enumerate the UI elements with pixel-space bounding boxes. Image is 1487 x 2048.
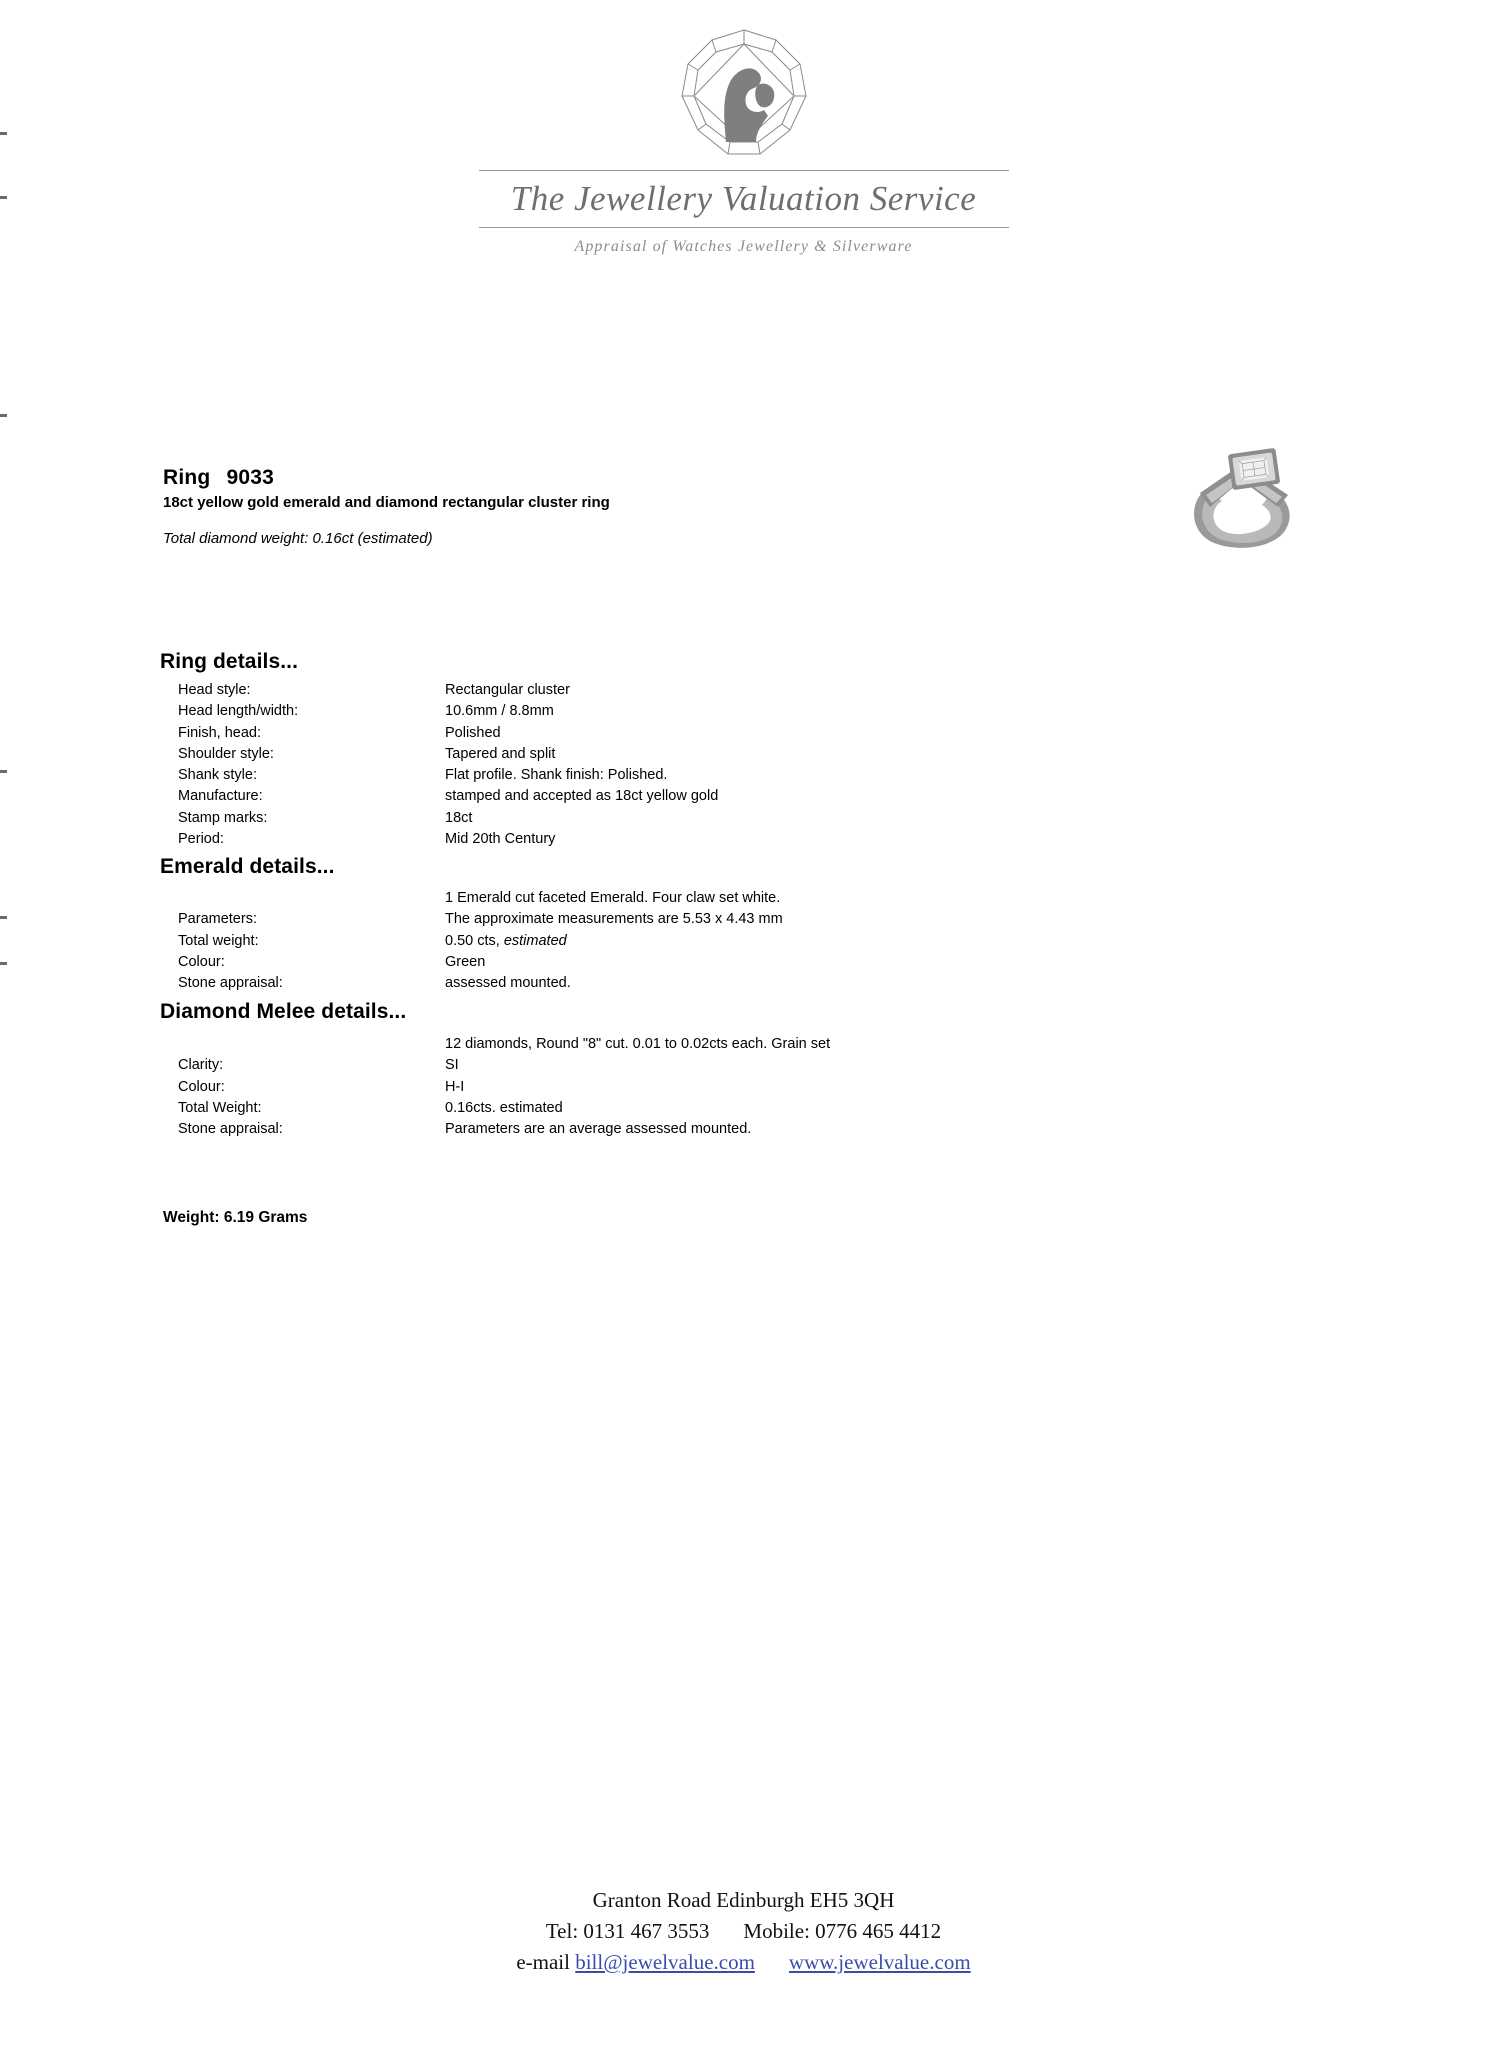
footer-mobile: Mobile: 0776 465 4412 bbox=[743, 1919, 942, 1943]
emerald-details-rows bbox=[178, 888, 783, 994]
footer-email-link[interactable]: bill@jewelvalue.com bbox=[575, 1950, 755, 1974]
letterhead-rule-top bbox=[479, 170, 1009, 171]
detail-value: Tapered and split bbox=[445, 745, 556, 762]
detail-row bbox=[178, 1077, 830, 1098]
detail-label: Stone appraisal: bbox=[178, 975, 283, 992]
detail-value: Flat profile. Shank finish: Polished. bbox=[445, 767, 668, 784]
detail-value: 18ct bbox=[445, 809, 473, 826]
company-tagline: Appraisal of Watches Jewellery & Silverware bbox=[574, 238, 913, 255]
detail-label: Colour: bbox=[178, 1078, 225, 1095]
detail-row bbox=[178, 829, 718, 850]
section-lead-text: 1 Emerald cut faceted Emerald. Four claw set white. bbox=[445, 890, 781, 906]
detail-row bbox=[178, 701, 718, 722]
footer bbox=[0, 1885, 1487, 1978]
detail-label: Stone appraisal: bbox=[178, 1121, 283, 1138]
detail-row bbox=[178, 1098, 830, 1119]
detail-row bbox=[178, 973, 783, 994]
detail-row bbox=[178, 765, 718, 786]
detail-value: Rectangular cluster bbox=[445, 682, 570, 698]
scan-edge-mark bbox=[0, 414, 7, 417]
footer-phone-line bbox=[0, 1916, 1487, 1947]
footer-tel: Tel: 0131 467 3553 bbox=[545, 1919, 710, 1943]
detail-value: Mid 20th Century bbox=[445, 831, 556, 848]
detail-row bbox=[178, 744, 718, 765]
detail-row bbox=[178, 909, 783, 930]
footer-email-label: e-mail bbox=[516, 1950, 570, 1974]
detail-value-main: 0.50 cts, bbox=[445, 932, 504, 949]
letterhead bbox=[0, 24, 1487, 256]
section-heading-emerald-details: Emerald details... bbox=[160, 855, 335, 878]
detail-row bbox=[178, 952, 783, 973]
detail-label: Shoulder style: bbox=[178, 745, 274, 762]
item-weight: Weight: 6.19 Grams bbox=[163, 1209, 308, 1226]
scan-edge-mark bbox=[0, 962, 7, 965]
scan-edge-mark bbox=[0, 770, 7, 773]
detail-value: 10.6mm / 8.8mm bbox=[445, 703, 554, 720]
detail-value: Parameters are an average assessed mounted. bbox=[445, 1121, 752, 1138]
section-heading-ring-details: Ring details... bbox=[160, 650, 299, 673]
detail-label: Head style: bbox=[178, 682, 251, 698]
item-description: 18ct yellow gold emerald and diamond rectangular cluster ring bbox=[163, 494, 610, 511]
detail-value: stamped and accepted as 18ct yellow gold bbox=[445, 788, 719, 805]
detail-row bbox=[178, 680, 718, 701]
detail-label: Manufacture: bbox=[178, 788, 263, 805]
item-reference: 9033 bbox=[226, 466, 274, 489]
company-name: The Jewellery Valuation Service bbox=[510, 179, 977, 218]
detail-value bbox=[445, 931, 567, 952]
letterhead-rule-bottom bbox=[479, 227, 1009, 228]
footer-contact-line bbox=[0, 1947, 1487, 1978]
detail-row bbox=[178, 786, 718, 807]
detail-label: Head length/width: bbox=[178, 703, 299, 720]
footer-address: Granton Road Edinburgh EH5 3QH bbox=[592, 1888, 895, 1912]
detail-label: Parameters: bbox=[178, 911, 257, 928]
detail-label: Total Weight: bbox=[178, 1099, 262, 1116]
ring-photo bbox=[1148, 437, 1328, 562]
section-lead-text: 12 diamonds, Round "8" cut. 0.01 to 0.02cts each. Grain set bbox=[445, 1036, 831, 1052]
detail-value-emphasis: estimated bbox=[503, 932, 567, 949]
detail-row bbox=[178, 1055, 830, 1076]
item-total-diamond-weight-note: Total diamond weight: 0.16ct (estimated) bbox=[163, 530, 433, 547]
detail-value: assessed mounted. bbox=[445, 975, 571, 992]
detail-label: Stamp marks: bbox=[178, 809, 268, 826]
section-heading-diamond-melee-details: Diamond Melee details... bbox=[160, 1000, 407, 1023]
detail-row bbox=[178, 808, 718, 829]
detail-row bbox=[178, 723, 718, 744]
detail-value: SI bbox=[445, 1057, 459, 1074]
item-type: Ring bbox=[163, 466, 211, 489]
detail-value: Green bbox=[445, 953, 486, 970]
gem-with-figure-logo-icon bbox=[664, 24, 824, 164]
diamond-melee-details-rows bbox=[178, 1034, 830, 1140]
detail-label: Clarity: bbox=[178, 1057, 224, 1074]
scan-edge-mark bbox=[0, 916, 7, 919]
detail-row bbox=[178, 931, 783, 952]
detail-label: Finish, head: bbox=[178, 724, 262, 741]
detail-row bbox=[178, 1119, 830, 1140]
item-title bbox=[163, 466, 274, 490]
detail-label: Total weight: bbox=[178, 932, 259, 949]
ring-details-rows bbox=[178, 680, 718, 850]
detail-value: The approximate measurements are 5.53 x 4.43 mm bbox=[445, 911, 783, 928]
detail-label: Shank style: bbox=[178, 767, 257, 784]
detail-value: Polished bbox=[445, 724, 501, 741]
detail-label: Colour: bbox=[178, 953, 225, 970]
detail-label: Period: bbox=[178, 831, 224, 848]
detail-value: H-I bbox=[445, 1078, 465, 1095]
detail-value: 0.16cts. estimated bbox=[445, 1099, 563, 1116]
footer-website-link[interactable]: www.jewelvalue.com bbox=[788, 1950, 971, 1974]
